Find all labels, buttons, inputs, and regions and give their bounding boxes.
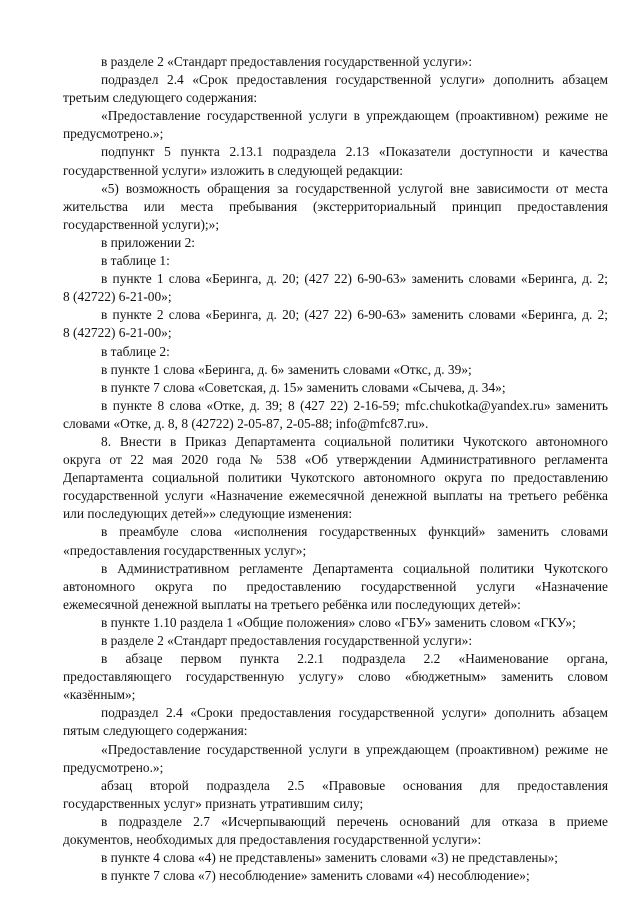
document-body [0,53,640,885]
text-line: государственной услуги» изложить в следующей редакции: [63,162,404,178]
text-line: ежемесячной денежной выплаты на третьего ребёнка или последующих детей»: [63,596,521,612]
text-line: государственной услуги «Назначение ежемесячной денежной выплаты на третьего ребёнка [63,488,608,504]
text-line: пятым следующего содержания: [63,723,248,739]
text-line: третьим следующего содержания: [63,90,258,106]
text-line: в пункте 7 слова «Советская, д. 15» заменить словами «Сычева, д. 34»; [101,379,506,395]
text-line: подраздел 2.4 «Сроки предоставления государственной услуги» дополнить абзацем [101,705,608,721]
text-line: абзац второй подраздела 2.5 «Правовые основания для предоставления [101,777,608,793]
text-line: округа от 22 мая 2020 года № 538 «Об утверждении Административного регламента [63,452,608,468]
text-line: в пункте 1 слова «Беринга, д. 20; (427 22) 6-90-63» заменить словами «Беринга, д. 2; [101,271,608,287]
text-line: в пункте 7 слова «7) несоблюдение» заменить словами «4) несоблюдение»; [101,868,530,884]
text-line: в таблице 1: [101,253,170,269]
text-line: «5) возможность обращения за государственной услугой вне зависимости от места [101,180,608,196]
text-line: 8 (42722) 6-21-00»; [63,325,172,341]
text-line: в приложении 2: [101,234,196,250]
text-line: предоставляющего государственную услугу» слово «бюджетным» заменить словом [63,669,608,685]
text-line: «Предоставление государственной услуги в упреждающем (проактивном) режиме не [101,741,608,757]
text-line: «казённым»; [63,687,136,703]
text-line: в таблице 2: [101,343,170,359]
text-line: Департамента социальной политики Чукотского автономного округа по предоставлению [63,470,608,486]
text-line: в абзаце первом пункта 2.2.1 подраздела 2.2 «Наименование органа, [101,651,608,667]
text-line: в пункте 1 слова «Беринга, д. 6» заменить словами «Откс, д. 39»; [101,361,472,377]
text-line: подпункт 5 пункта 2.13.1 подраздела 2.13 «Показатели доступности и качества [101,144,608,160]
text-line: государственных услуг» признать утратившим силу; [63,795,364,811]
text-line: в подразделе 2.7 «Исчерпывающий перечень оснований для отказа в приеме [101,813,608,829]
text-line: 8. Внести в Приказ Департамента социальной политики Чукотского автономного [101,433,608,449]
text-line: предусмотрено.»; [63,759,164,775]
text-line: документов, необходимых для предоставления государственной услуги»: [63,832,482,848]
text-line: подраздел 2.4 «Срок предоставления государственной услуги» дополнить абзацем [101,72,608,88]
text-line: жительства или места пребывания (экстерриториальный принцип предоставления [63,198,608,214]
text-line: в Административном регламенте Департамента социальной политики Чукотского [101,560,608,576]
text-line: государственной услуги);»; [63,216,220,232]
text-line: «Предоставление государственной услуги в упреждающем (проактивном) режиме не [101,108,608,124]
text-line: в пункте 8 слова «Отке, д. 39; 8 (427 22) 2-16-59; mfc.chukotka@yandex.ru» заменить [101,397,608,413]
text-line: словами «Отке, д. 8, 8 (42722) 2-05-87, 2-05-88; info@mfc87.ru». [63,415,429,431]
text-line: в пункте 4 слова «4) не представлены» заменить словами «3) не представлены»; [101,850,558,866]
text-line: в пункте 2 слова «Беринга, д. 20; (427 22) 6-90-63» заменить словами «Беринга, д. 2; [101,307,608,323]
text-line: или последующих детей»» следующие изменения: [63,506,353,522]
text-line: «предоставления государственных услуг»; [63,542,307,558]
text-line: 8 (42722) 6-21-00»; [63,289,172,305]
text-line: в разделе 2 «Стандарт предоставления государственной услуги»: [101,633,473,648]
text-line: автономного округа по предоставлению государственной услуги «Назначение [63,578,608,594]
text-line: в преамбуле слова «исполнения государственных функций» заменить словами [101,524,608,540]
text-line: в разделе 2 «Стандарт предоставления государственной услуги»: [101,54,473,69]
text-line: в пункте 1.10 раздела 1 «Общие положения» слово «ГБУ» заменить словом «ГКУ»; [101,614,576,630]
text-line: предусмотрено.»; [63,126,164,142]
